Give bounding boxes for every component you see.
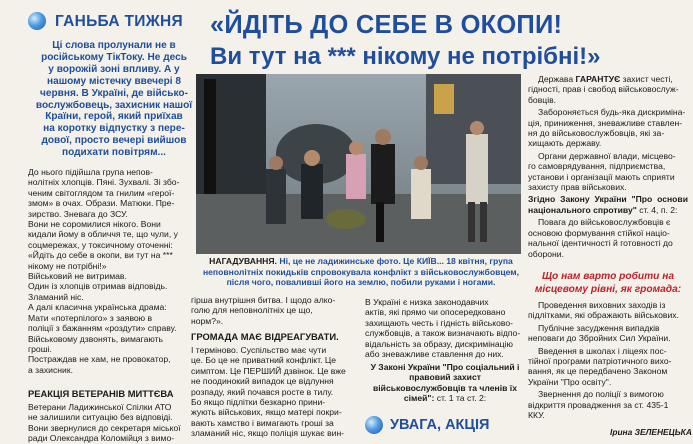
- text-line: Проведення виховних заходів із: [538, 300, 666, 310]
- text-line: нікому не потрібні!»: [28, 260, 107, 271]
- middle-body: [191, 345, 351, 439]
- text-line: на коротку відпустку з пере-: [43, 123, 185, 135]
- text-line: гроші.: [28, 343, 52, 354]
- text-line: соцмережах, у токсичному оточенні:: [28, 239, 173, 250]
- text-line: підлітками, які ображають військових.: [528, 310, 679, 321]
- street-fight-photo: [196, 74, 521, 254]
- text-line: гірша внутрішня битва. І щодо алко-: [191, 295, 336, 305]
- text-line: зирство. Зневага до ЗСУ.: [28, 208, 128, 219]
- text-line: нашому містечку ввечері 8: [47, 75, 181, 87]
- text-line: гідності, прав і свобод військовослуж-: [528, 84, 679, 95]
- text-line: Країни, герой, який приїхав: [45, 111, 183, 123]
- text-line: червня. В Україні, де військо-: [40, 87, 188, 99]
- text-line: російському ТікТоку. Не десь: [41, 51, 187, 63]
- text-line: Повага до військовослужбовців є: [538, 217, 671, 228]
- text-line: В Україні є низка законодавчих: [365, 297, 489, 307]
- section-title-block: [28, 11, 203, 33]
- text-line: Звернення до поліції з вимогою: [538, 389, 664, 400]
- text-line: Органи державної влади, місцево-: [538, 150, 676, 161]
- text-line: змом» в очах. Образи. Матюки. Пре-: [28, 198, 175, 209]
- text-line: норм?».: [191, 315, 224, 326]
- text-line: вання, як це передбачено Законом: [528, 366, 668, 377]
- text-line: основою формування стійкої націо-: [528, 227, 670, 238]
- text-line: неповнолітніх покидьків спровокувала конфлікт з військовослужбовцем,: [202, 266, 520, 277]
- globe-icon: [365, 416, 383, 434]
- promo-banner: [365, 412, 525, 440]
- middle-top: [191, 295, 351, 326]
- text-line: Держава: [538, 74, 576, 84]
- text-line: До нього підійшла група непов-: [28, 167, 153, 177]
- text-line: нальної ідентичності й готовності до: [528, 238, 673, 249]
- text-line: тійної програми патріотичного вихо-: [528, 356, 672, 367]
- left-lead: [28, 40, 200, 159]
- text-line: Згідно Закону України "Про основи національного спротиву": [528, 194, 688, 215]
- text-line: оборони.: [528, 248, 564, 259]
- text-line: І терміново. Суспільство має чути: [191, 345, 327, 355]
- text-line: Публічне засудження випадків: [538, 322, 660, 333]
- left-body: [28, 167, 200, 375]
- promo-banner-title: УВАГА, АКЦІЯ: [390, 417, 490, 433]
- text-line: жують військових, якщо матері покри-: [191, 407, 342, 418]
- text-line: ст. 4, п. 2:: [636, 204, 678, 215]
- text-line: Бо якщо підлітки безкарно прини-: [191, 397, 326, 408]
- text-line: кидали йому в обличчя те, що чули, у: [28, 229, 178, 240]
- text-line: хищають державу.: [528, 138, 602, 149]
- text-line: ГАРАНТУЄ: [575, 74, 621, 84]
- text-line: ченим світоглядом та гнилим «герої-: [28, 187, 175, 198]
- photo-caption: [200, 256, 522, 288]
- right-column: [528, 74, 688, 259]
- headline-line-1: «ЙДІТЬ ДО СЕБЕ В ОКОПИ!: [210, 11, 563, 39]
- text-line: «Йдіть до себе в окопи, ви тут на ***: [28, 250, 173, 261]
- text-line: або зневажливе ставлення до них.: [365, 349, 504, 360]
- section-title: ГАНЬБА ТИЖНЯ: [55, 13, 183, 30]
- text-line: Введення в школах і ліцеях пос-: [538, 345, 667, 356]
- text-line: актів, які прямо чи опосередковано: [365, 307, 506, 318]
- text-line: НАГАДУВАННЯ.: [209, 256, 277, 266]
- text-line: службовців, а також визначають відпо-: [365, 328, 521, 339]
- text-line: Зламаний ніс.: [28, 291, 84, 302]
- text-line: Що нам варто робити на: [541, 271, 675, 282]
- text-line: Вони звернулися до секретаря міської: [28, 422, 181, 433]
- text-line: після чого, повалившi його на землю, побили руками і ногами.: [226, 277, 496, 288]
- text-line: зламаний ніс, якщо поліція шукає вин-: [191, 428, 345, 439]
- text-line: відальність за образу, дискримінацію: [365, 338, 513, 349]
- text-line: Ветерани Ладижинської Спілки АТО: [28, 402, 172, 412]
- text-line: захисту прав військових.: [528, 182, 627, 193]
- text-line: Один із хлопців отримав відповідь.: [28, 281, 168, 292]
- text-line: розпаду, який почався росте в тилу.: [191, 386, 334, 397]
- news-photo: [196, 74, 521, 254]
- text-line: неповаги до Збройних Сил України.: [528, 333, 671, 344]
- text-line: Мати «потерпілого» з заявою в: [28, 312, 153, 323]
- headline: [210, 11, 690, 71]
- text-line: місцевому рівні, як громада:: [534, 283, 682, 295]
- text-line: відкриття провадження за ст. 435-1: [528, 399, 669, 410]
- text-line: у ворожій зоні впливу. А у: [48, 63, 180, 75]
- text-line: Ні, це не ладижинське фото. Це КИЇВ... 18 квітня, група: [276, 256, 513, 266]
- text-line: України "Про освіту".: [528, 376, 612, 387]
- text-line: го самоврядування, підприємства,: [528, 161, 666, 172]
- headline-line-2: Ви тут на *** нікому не потрібні!»: [210, 43, 601, 70]
- text-line: Вони не соромилися нікого. Вони: [28, 219, 161, 230]
- text-line: нолітніх хлопців. Пяні. Зухвалі. Зі збо-: [28, 177, 180, 188]
- left-tail: [28, 402, 200, 444]
- text-line: вослужбовець, захисник нашої: [35, 99, 193, 111]
- text-line: ня до військовослужбовців, які за-: [528, 128, 665, 139]
- callout-box: [528, 271, 688, 296]
- text-line: ція, приниження, зневажливе ставлен-: [528, 117, 683, 128]
- text-line: це. Бо це не приватний конфлікт. Це: [191, 355, 336, 366]
- text-line: Постраждав не хам, не провокатор,: [28, 354, 171, 365]
- right-actions: [528, 300, 688, 420]
- globe-icon: [28, 12, 46, 30]
- text-line: Військовому дзвонять, вимагають: [28, 333, 164, 344]
- text-line: Ці слова пролунали не в: [52, 40, 176, 51]
- text-line: не поодинокий випадок це відлуння: [191, 376, 334, 387]
- text-line: захищають честь і гідність військово-: [365, 317, 513, 328]
- text-line: ст. 1 та ст. 2:: [434, 393, 487, 404]
- center-law: [365, 362, 525, 404]
- text-line: захист честі,: [620, 74, 673, 84]
- text-line: дової, просто вечері вийшов: [41, 135, 187, 147]
- middle-subhead: ГРОМАДА МАЄ ВІДРЕАГУВАТИ.: [191, 331, 339, 342]
- text-line: А далі класична українська драма:: [28, 302, 167, 313]
- text-line: Військовий не витримав.: [28, 271, 127, 282]
- text-line: бовців.: [528, 94, 557, 105]
- center-body: [365, 297, 525, 359]
- text-line: а захисник.: [28, 364, 73, 375]
- text-line: Забороняється будь-яка дискриміна-: [538, 107, 686, 118]
- text-line: подихати повітрям...: [62, 147, 166, 159]
- text-line: поліції з бажанням «роздути» справу.: [28, 323, 177, 334]
- text-line: ККУ.: [528, 410, 545, 421]
- text-line: симптом. Це ПЕРШИЙ дзвінок. Це вже: [191, 365, 346, 376]
- text-line: установи і організації мають сприяти: [528, 171, 675, 182]
- text-line: вають хамство і вимагають гроші за: [191, 417, 334, 428]
- text-line: голю для неповнолітніх це що,: [191, 305, 313, 316]
- text-line: не залишили ситуацію без відповіді.: [28, 412, 173, 423]
- left-subhead: РЕАКЦІЯ ВЕТЕРАНІВ МИТТЄВА: [28, 388, 174, 399]
- text-line: ради Олександра Коломійця з вимо-: [28, 433, 175, 444]
- author-signature: Ірина ЗЕЛЕНЕЦЬКА: [610, 427, 692, 437]
- text-line: У Законі України "Про соціальний і правовий захист військовослужбовців та членів їх сімей":: [370, 362, 520, 404]
